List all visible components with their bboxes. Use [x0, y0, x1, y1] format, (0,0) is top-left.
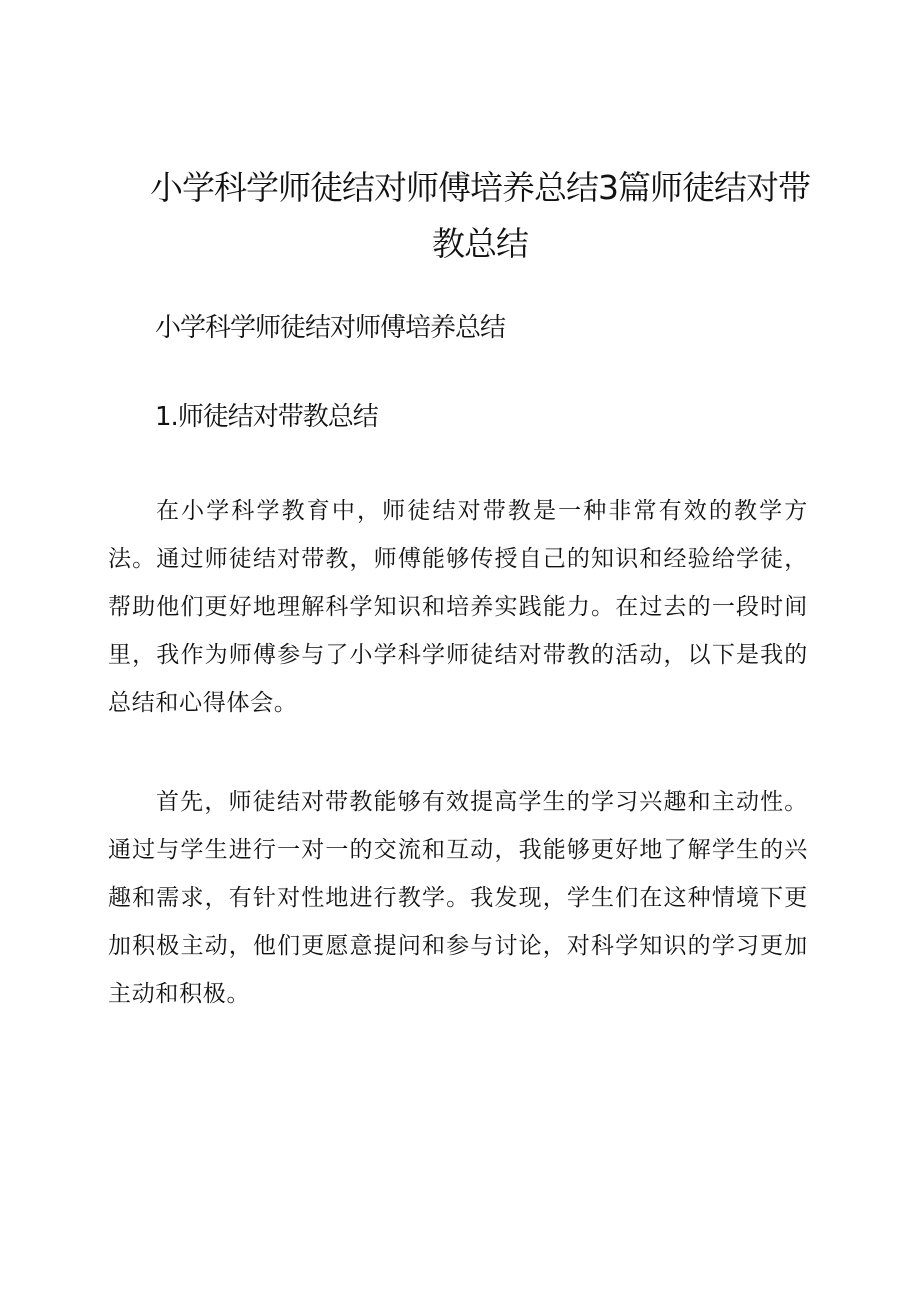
section-heading: 小学科学师徒结对师傅培养总结: [155, 313, 506, 343]
sub-heading: 1.师徒结对带教总结: [155, 402, 378, 432]
body-paragraph-1: 在小学科学教育中，师徒结对带教是一种非常有效的教学方法。通过师徒结对带教，师傅能够传授自己的知识和经验给学徒，帮助他们更好地理解科学知识和培养实践能力。在过去的一段时间里，我作为师傅参与了小学科学师徒结对带教的活动，以下是我的总结和心得体会。: [108, 498, 808, 716]
body-paragraph-2: 首先，师徒结对带教能够有效提高学生的学习兴趣和主动性。通过与学生进行一对一的交流和互动，我能够更好地了解学生的兴趣和需求，有针对性地进行教学。我发现，学生们在这种情境下更加积极主动，他们更愿意提问和参与讨论，对科学知识的学习更加主动和积极。: [108, 789, 808, 1007]
document-title: 小学科学师徒结对师傅培养总结3篇师徒结对带教总结: [150, 168, 810, 263]
